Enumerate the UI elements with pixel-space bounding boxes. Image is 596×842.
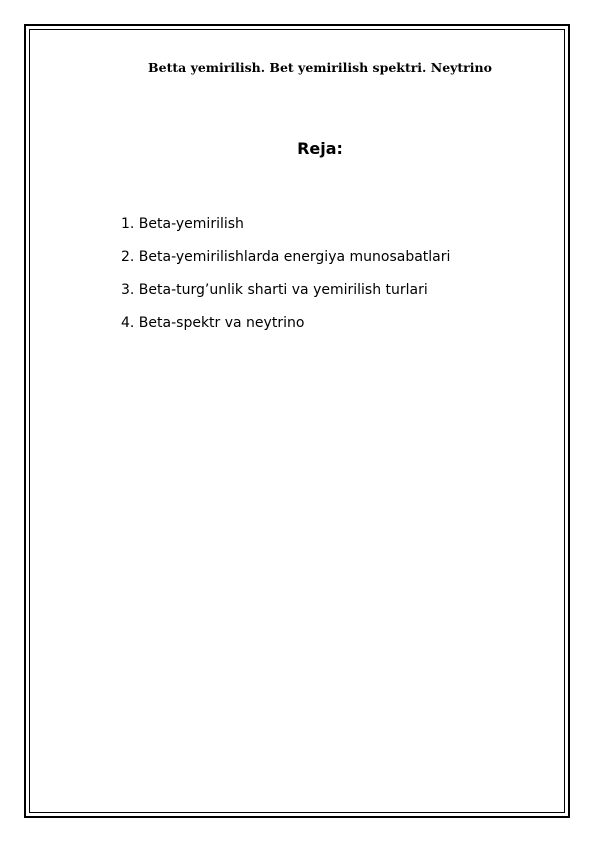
plan-item-1: 1. Beta-yemirilish [121, 216, 244, 232]
document-title: Betta yemirilish. Bet yemirilish spektri. Neytrino [148, 60, 492, 75]
plan-item-4: 4. Beta-spektr va neytrino [121, 315, 305, 331]
plan-list [121, 216, 450, 348]
plan-item-2: 2. Beta-yemirilishlarda energiya munosabatlari [121, 249, 451, 265]
plan-heading: Reja: [297, 139, 343, 158]
plan-item-3: 3. Beta-turg’unlik sharti va yemirilish turlari [121, 282, 428, 298]
